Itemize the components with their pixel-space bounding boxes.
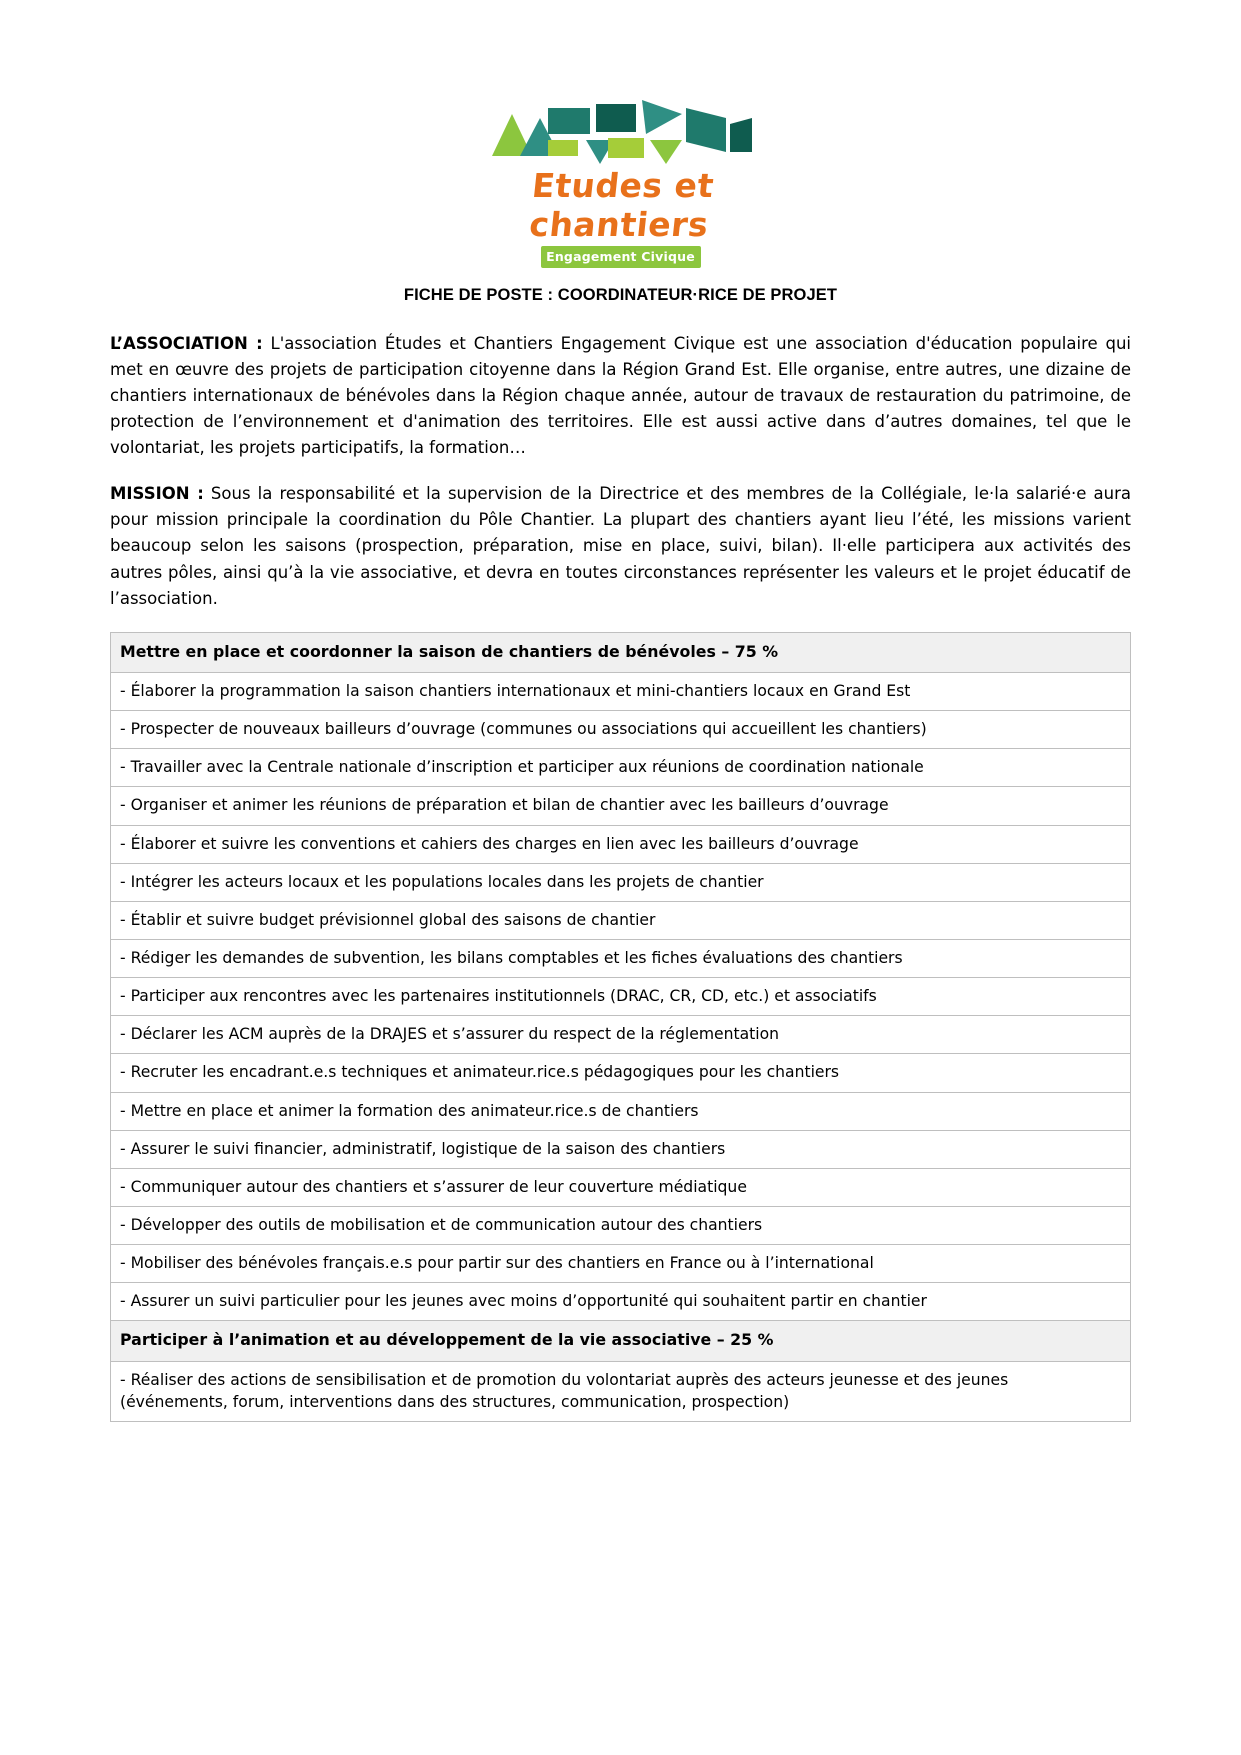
duties-item: - Rédiger les demandes de subvention, les bilans comptables et les fiches évaluations des chantiers [111, 940, 1131, 978]
table-row [111, 1016, 1131, 1054]
table-row [111, 901, 1131, 939]
etudes-et-chantiers-logo [471, 94, 771, 268]
duties-item: - Communiquer autour des chantiers et s’assurer de leur couverture médiatique [111, 1168, 1131, 1206]
duties-table-body [111, 632, 1131, 1422]
table-row [111, 1207, 1131, 1245]
duties-item: - Intégrer les acteurs locaux et les populations locales dans les projets de chantier [111, 863, 1131, 901]
table-row [111, 673, 1131, 711]
table-row [111, 940, 1131, 978]
table-row [111, 749, 1131, 787]
duties-item: - Prospecter de nouveaux bailleurs d’ouvrage (communes ou associations qui accueillent les chantiers) [111, 711, 1131, 749]
table-row [111, 825, 1131, 863]
duties-table [110, 632, 1131, 1423]
table-row [111, 1245, 1131, 1283]
duties-item: - Élaborer la programmation la saison chantiers internationaux et mini-chantiers locaux en Grand Est [111, 673, 1131, 711]
logo-ribbon-label: Engagement Civique [541, 246, 701, 268]
duties-item: - Assurer le suivi financier, administratif, logistique de la saison des chantiers [111, 1130, 1131, 1168]
duties-section-header: Participer à l’animation et au développement de la vie associative – 25 % [111, 1321, 1131, 1361]
paragraph-association-lead: L’ASSOCIATION : [110, 334, 263, 353]
paragraph-mission [110, 481, 1131, 611]
page-title: FICHE DE POSTE : COORDINATEUR·RICE DE PROJET [403, 286, 838, 304]
duties-item: - Élaborer et suivre les conventions et cahiers des charges en lien avec les bailleurs d’ouvrage [111, 825, 1131, 863]
table-row [111, 978, 1131, 1016]
table-row [111, 1054, 1131, 1092]
table-row [111, 787, 1131, 825]
logo-shapes-icon [486, 94, 756, 172]
table-row [111, 1130, 1131, 1168]
duties-item: - Établir et suivre budget prévisionnel global des saisons de chantier [111, 901, 1131, 939]
duties-item: - Assurer un suivi particulier pour les jeunes avec moins d’opportunité qui souhaitent partir en chantier [111, 1283, 1131, 1321]
duties-section-header: Mettre en place et coordonner la saison de chantiers de bénévoles – 75 % [111, 632, 1131, 672]
duties-item: - Travailler avec la Centrale nationale d’inscription et participer aux réunions de coordination nationale [111, 749, 1131, 787]
table-row [111, 1283, 1131, 1321]
table-row [111, 711, 1131, 749]
logo-wordmark: Etudes et chantiers [527, 166, 716, 244]
table-row [111, 1092, 1131, 1130]
table-row [111, 632, 1131, 672]
duties-item: - Déclarer les ACM auprès de la DRAJES et s’assurer du respect de la réglementation [111, 1016, 1131, 1054]
duties-item: - Participer aux rencontres avec les partenaires institutionnels (DRAC, CR, CD, etc.) et associatifs [111, 978, 1131, 1016]
table-row [111, 1321, 1131, 1361]
logo-area [110, 94, 1131, 268]
duties-item: - Réaliser des actions de sensibilisation et de promotion du volontariat auprès des acteurs jeunesse et des jeunes (événements, forum, interventions dans des structures, communication, prospection) [111, 1361, 1131, 1421]
duties-item: - Mettre en place et animer la formation des animateur.rice.s de chantiers [111, 1092, 1131, 1130]
table-row [111, 863, 1131, 901]
table-row [111, 1168, 1131, 1206]
paragraph-mission-lead: MISSION : [110, 484, 204, 504]
duties-item: - Recruter les encadrant.e.s techniques et animateur.rice.s pédagogiques pour les chantiers [111, 1054, 1131, 1092]
paragraph-mission-text: Sous la responsabilité et la supervision de la Directrice et des membres de la Collégiale, le·la salarié·e aura pour mission principale la coordination du Pôle Chantier. La plupart des chantiers ayant lieu l’été, les missions varient beaucoup selon les saisons (prospection, préparation, mise en place, suivi, bilan). Il·elle participera aux activités des autres pôles, ainsi qu’à la vie associative, et devra en toutes circonstances représenter les valeurs et le projet éducatif de l’association. [110, 484, 1132, 608]
table-row [111, 1361, 1131, 1421]
paragraph-association [110, 331, 1131, 461]
paragraph-association-text: L'association Études et Chantiers Engagement Civique est une association d'éducation populaire qui met en œuvre des projets de participation citoyenne dans la Région Grand Est. Elle organise, entre autres, une dizaine de chantiers internationaux de bénévoles dans la Région chaque année, autour de travaux de restauration du patrimoine, de protection de l’environnement et d'animation des territoires. Elle est aussi active dans d’autres domaines, tel que le volontariat, les projets participatifs, la formation… [110, 334, 1131, 458]
duties-item: - Développer des outils de mobilisation et de communication autour des chantiers [111, 1207, 1131, 1245]
duties-item: - Mobiliser des bénévoles français.e.s pour partir sur des chantiers en France ou à l’international [111, 1245, 1131, 1283]
duties-item: - Organiser et animer les réunions de préparation et bilan de chantier avec les bailleurs d’ouvrage [111, 787, 1131, 825]
